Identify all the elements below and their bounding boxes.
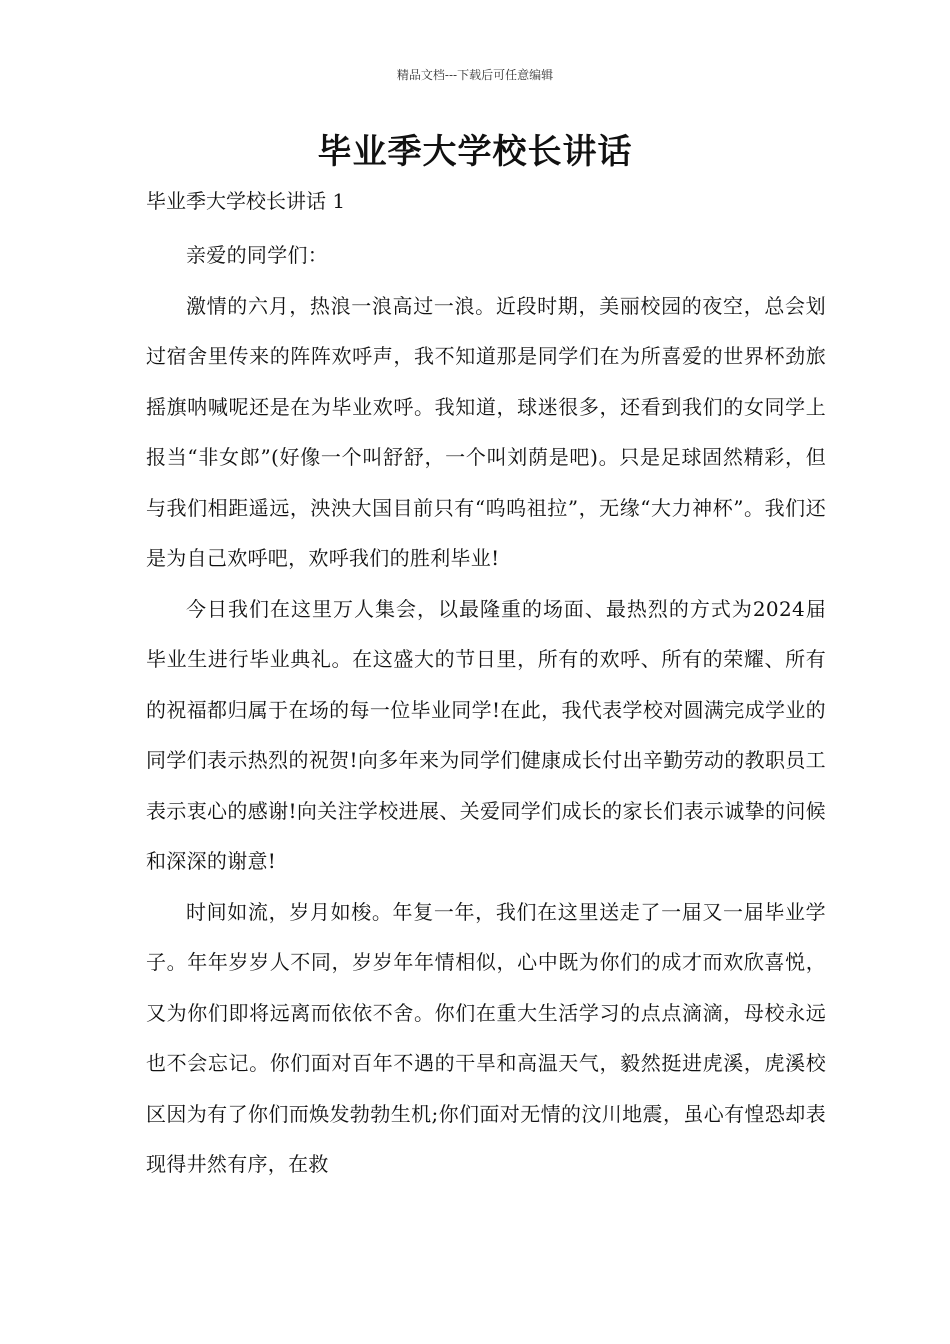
paragraph: 时间如流，岁月如梭。年复一年，我们在这里送走了一届又一届毕业学子。年年岁岁人不同，岁岁年年情相似，心中既为你们的成才而欢欣喜悦，又为你们即将远离而依依不舍。你们在重大生活学习的点点滴滴，母校永远也不会忘记。你们面对百年不遇的干旱和高温天气，毅然挺进虎溪，虎溪校区因为有了你们而焕发勃勃生机;你们面对无情的汶川地震，虽心有惶恐却表现得井然有序，在救 <box>146 899 826 1176</box>
document-body <box>146 230 826 1190</box>
document-subtitle: 毕业季大学校长讲话 1 <box>146 189 346 213</box>
paragraph-greeting: 亲爱的同学们： <box>186 243 329 267</box>
paragraph: 激情的六月，热浪一浪高过一浪。近段时期，美丽校园的夜空，总会划过宿舍里传来的阵阵欢呼声，我不知道那是同学们在为所喜爱的世界杯劲旅摇旗呐喊呢还是在为毕业欢呼。我知道，球迷很多，还看到我们的女同学上报当“非女郎”(好像一个叫舒舒，一个叫刘荫是吧)。只是足球固然精彩，但与我们相距遥远，泱泱大国目前只有“呜呜祖拉”，无缘“大力神杯”。我们还是为自己欢呼吧，欢呼我们的胜利毕业! <box>146 293 826 570</box>
paragraph: 今日我们在这里万人集会，以最隆重的场面、最热烈的方式为2024届毕业生进行毕业典礼。在这盛大的节日里，所有的欢呼、所有的荣耀、所有的祝福都归属于在场的每一位毕业同学!在此，我代表学校对圆满完成学业的同学们表示热烈的祝贺!向多年来为同学们健康成长付出辛勤劳动的教职员工表示衷心的感谢!向关注学校进展、关爱同学们成长的家长们表示诚挚的问候和深深的谢意! <box>146 596 826 873</box>
document-title: 毕业季大学校长讲话 <box>317 132 633 172</box>
header-note: 精品文档---下载后可任意编辑 <box>396 68 554 82</box>
